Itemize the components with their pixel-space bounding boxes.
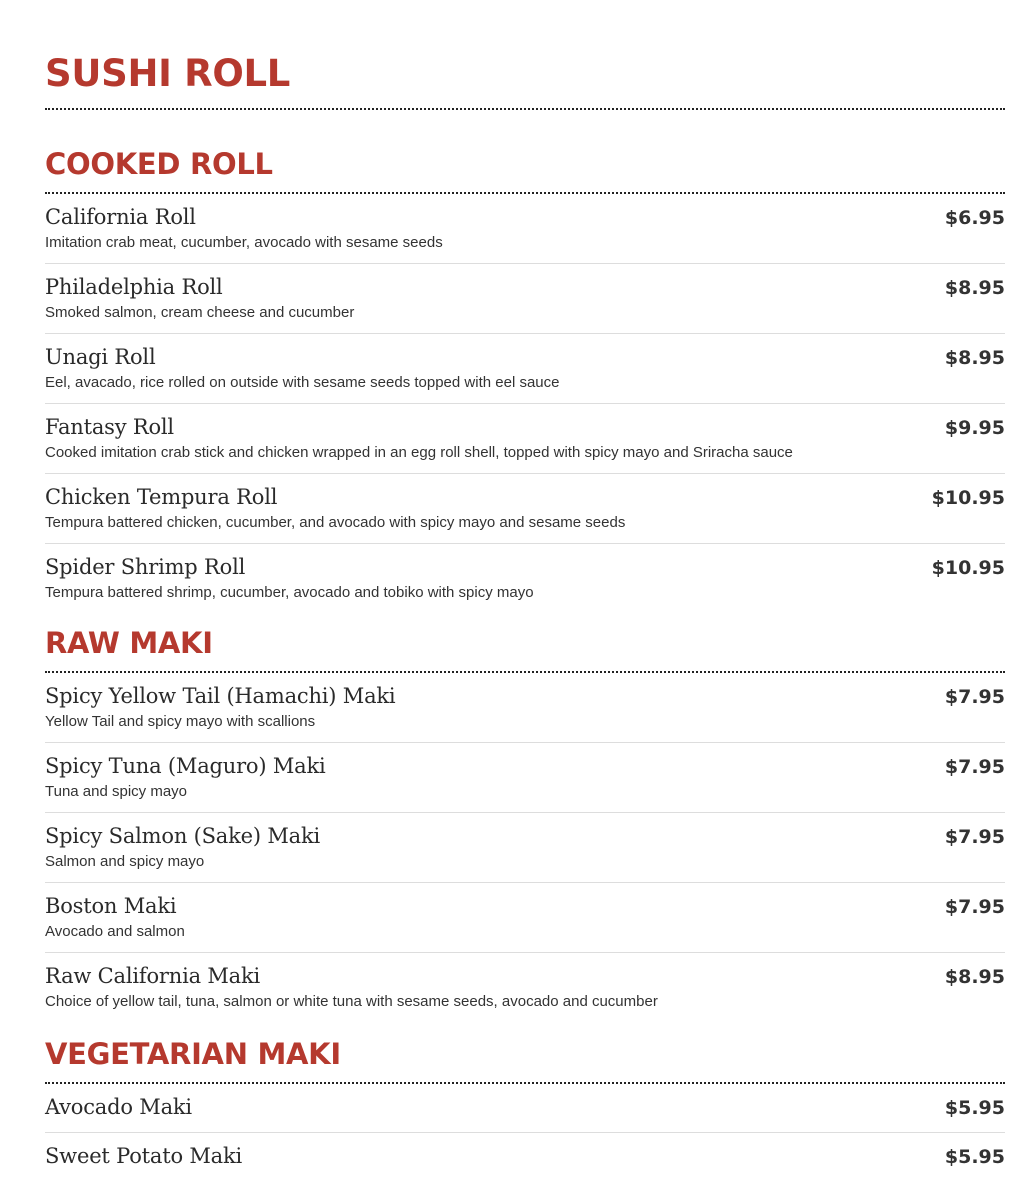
menu-item	[45, 813, 1005, 883]
section-title: RAW MAKI	[45, 626, 213, 660]
menu-item	[45, 544, 1005, 613]
item-price: $10.95	[931, 557, 1005, 579]
item-price: $7.95	[944, 826, 1005, 848]
item-price: $10.95	[931, 487, 1005, 509]
menu-item	[45, 404, 1005, 474]
item-description: Avocado and salmon	[45, 923, 185, 940]
item-name: Philadelphia Roll	[45, 275, 223, 299]
item-description: Choice of yellow tail, tuna, salmon or white tuna with sesame seeds, avocado and cucumber	[45, 993, 658, 1010]
item-description: Tempura battered shrimp, cucumber, avocado and tobiko with spicy mayo	[45, 584, 534, 601]
menu-item	[45, 334, 1005, 404]
menu-item	[45, 1133, 1005, 1181]
item-description: Tempura battered chicken, cucumber, and avocado with spicy mayo and sesame seeds	[45, 514, 626, 531]
menu-item-list	[45, 194, 1005, 613]
section-vegetarian-maki	[45, 1022, 1005, 1181]
item-name: Avocado Maki	[45, 1095, 192, 1119]
menu-item	[45, 1084, 1005, 1133]
menu-item	[45, 673, 1005, 743]
section-cooked-roll	[45, 110, 1005, 613]
page-title: SUSHI ROLL	[45, 52, 291, 95]
menu-item	[45, 474, 1005, 544]
item-name: Chicken Tempura Roll	[45, 485, 278, 509]
item-name: California Roll	[45, 205, 196, 229]
section-raw-maki	[45, 613, 1005, 1022]
item-description: Tuna and spicy mayo	[45, 783, 188, 800]
item-name: Fantasy Roll	[45, 415, 174, 439]
item-price: $8.95	[944, 347, 1005, 369]
item-description: Imitation crab meat, cucumber, avocado with sesame seeds	[45, 234, 443, 251]
item-name: Spider Shrimp Roll	[45, 555, 246, 579]
item-price: $8.95	[944, 966, 1005, 988]
item-price: $8.95	[944, 277, 1005, 299]
menu-item	[45, 953, 1005, 1022]
item-name: Spicy Salmon (Sake) Maki	[45, 824, 321, 848]
item-price: $9.95	[944, 417, 1005, 439]
item-price: $5.95	[944, 1146, 1005, 1168]
item-name: Spicy Tuna (Maguro) Maki	[45, 754, 326, 778]
item-description: Yellow Tail and spicy mayo with scallions	[45, 713, 316, 730]
menu	[45, 0, 1005, 1181]
menu-item-list	[45, 673, 1005, 1022]
menu-item	[45, 264, 1005, 334]
item-name: Spicy Yellow Tail (Hamachi) Maki	[45, 684, 396, 708]
menu-item	[45, 743, 1005, 813]
item-name: Raw California Maki	[45, 964, 261, 988]
item-price: $6.95	[944, 207, 1005, 229]
menu-item	[45, 194, 1005, 264]
item-price: $7.95	[944, 896, 1005, 918]
item-name: Boston Maki	[45, 894, 177, 918]
item-name: Sweet Potato Maki	[45, 1144, 243, 1168]
item-description: Smoked salmon, cream cheese and cucumber	[45, 304, 355, 321]
item-price: $5.95	[944, 1097, 1005, 1119]
item-description: Cooked imitation crab stick and chicken wrapped in an egg roll shell, topped with spicy mayo and Sriracha sauce	[45, 444, 793, 461]
item-description: Salmon and spicy mayo	[45, 853, 205, 870]
section-title: COOKED ROLL	[45, 147, 273, 181]
item-price: $7.95	[944, 756, 1005, 778]
item-price: $7.95	[944, 686, 1005, 708]
menu-item-list	[45, 1084, 1005, 1181]
section-title: VEGETARIAN MAKI	[45, 1037, 341, 1071]
item-name: Unagi Roll	[45, 345, 156, 369]
item-description: Eel, avacado, rice rolled on outside with sesame seeds topped with eel sauce	[45, 374, 560, 391]
menu-item	[45, 883, 1005, 953]
